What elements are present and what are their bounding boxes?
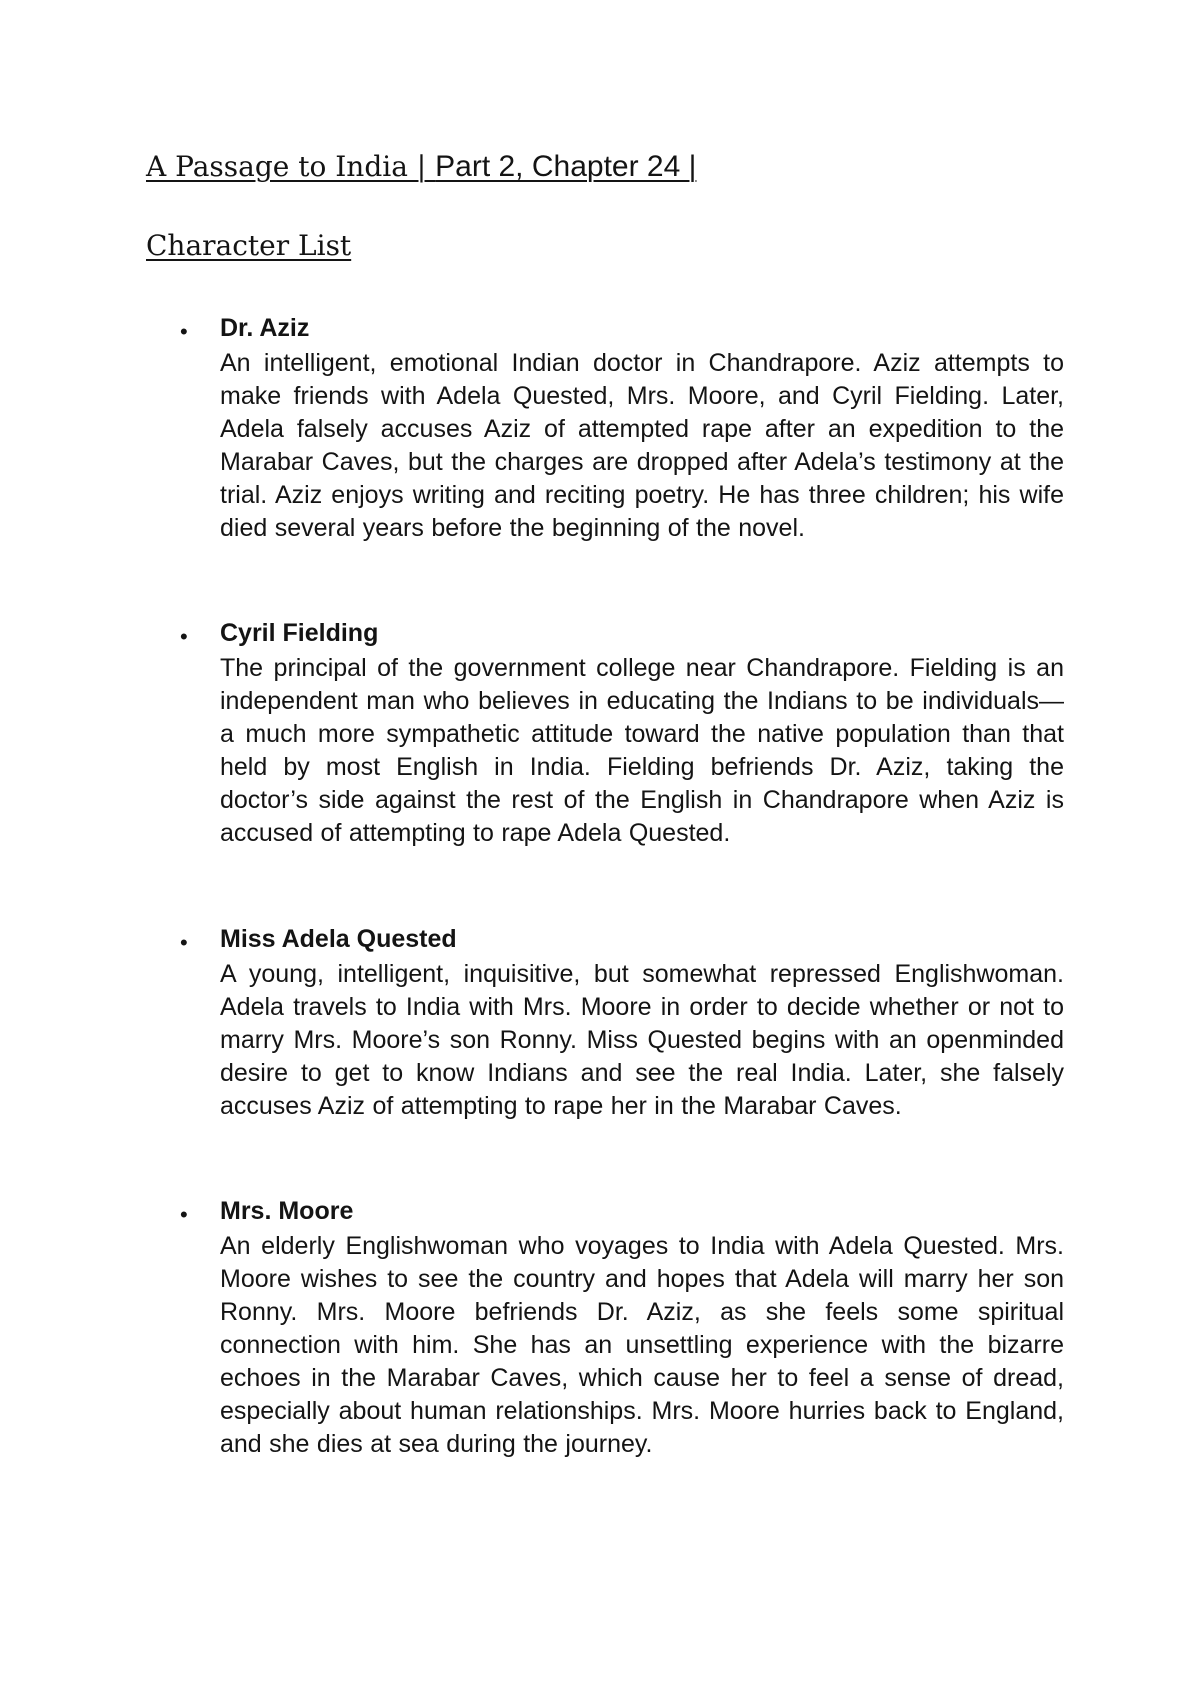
bullet-icon: • [180, 319, 188, 344]
character-description: A young, intelligent, inquisitive, but somewhat repressed Englishwoman. Adela travels to India with Mrs. Moore in order to decide whether or not to marry Mrs. Moore’s son Ronny. Miss Quested begins with an openminded desire to get to know Indians and see the real India. Later, she falsely accuses Aziz of attempting to rape her in the Marabar Caves. [220, 960, 1064, 1120]
character-description: The principal of the government college near Chandrapore. Fielding is an independent man who believes in educating the Indians to be individuals—a much more sympathetic attitude toward the native population than that held by most English in India. Fielding befriends Dr. Aziz, taking the doctor’s side against the rest of the English in Chandrapore when Aziz is accused of attempting to rape Adela Quested. [220, 654, 1064, 847]
bullet-icon: • [180, 624, 188, 649]
bullet-icon: • [180, 930, 188, 955]
character-description: An intelligent, emotional Indian doctor in Chandrapore. Aziz attempts to make friends with Adela Quested, Mrs. Moore, and Cyril Fielding. Later, Adela falsely accuses Aziz of attempted rape after an expedition to the Marabar Caves, but the charges are dropped after Adela’s testimony at the trial. Aziz enjoys writing and reciting poetry. He has three children; his wife died several years before the beginning of the novel. [220, 349, 1064, 542]
document-title [146, 147, 696, 187]
character-name: Dr. Aziz [220, 314, 310, 342]
section-heading: Character List [146, 229, 352, 262]
title-chapter: Part 2, Chapter 24 | [435, 150, 697, 183]
bullet-icon: • [180, 1202, 188, 1227]
character-name: Cyril Fielding [220, 619, 379, 647]
character-description: An elderly Englishwoman who voyages to India with Adela Quested. Mrs. Moore wishes to see the country and hopes that Adela will marry her son Ronny. Mrs. Moore befriends Dr. Aziz, as she feels some spiritual connection with him. She has an unsettling experience with the bizarre echoes in the Marabar Caves, which cause her to feel a sense of dread, especially about human relationships. Mrs. Moore hurries back to England, and she dies at sea during the journey. [220, 1232, 1064, 1458]
character-name: Miss Adela Quested [220, 925, 457, 953]
character-name: Mrs. Moore [220, 1197, 354, 1225]
title-book-name: A Passage to India | [146, 150, 436, 183]
